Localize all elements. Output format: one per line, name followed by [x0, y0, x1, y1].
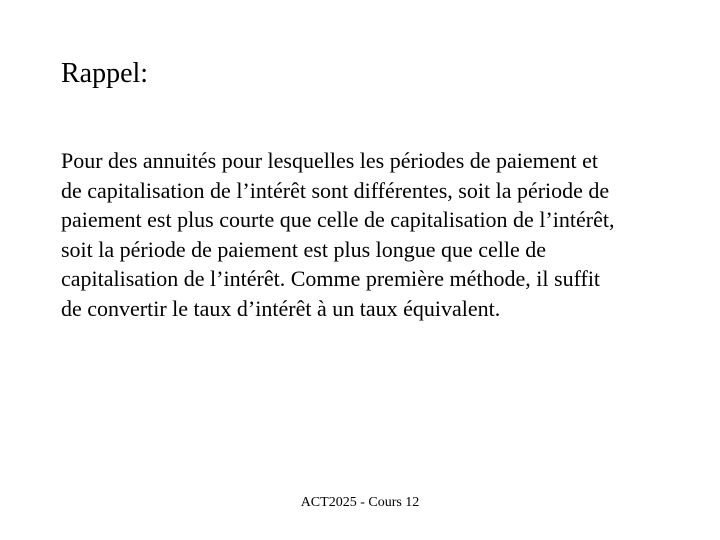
body-line: de capitalisation de l’intérêt sont différentes, soit la période de	[61, 177, 610, 203]
slide-footer: ACT2025 - Cours 12	[300, 495, 420, 510]
body-line: paiement est plus courte que celle de capitalisation de l’intérêt,	[61, 207, 615, 232]
body-line: de convertir le taux d’intérêt à un taux équivalent.	[61, 295, 501, 321]
body-paragraph	[61, 146, 661, 323]
body-line: capitalisation de l’intérêt. Comme première méthode, il suffit	[61, 266, 601, 291]
slide-title: Rappel:	[61, 58, 149, 89]
body-line: soit la période de paiement est plus longue que celle de	[61, 236, 547, 262]
body-line: Pour des annuités pour lesquelles les périodes de paiement et	[61, 148, 599, 173]
